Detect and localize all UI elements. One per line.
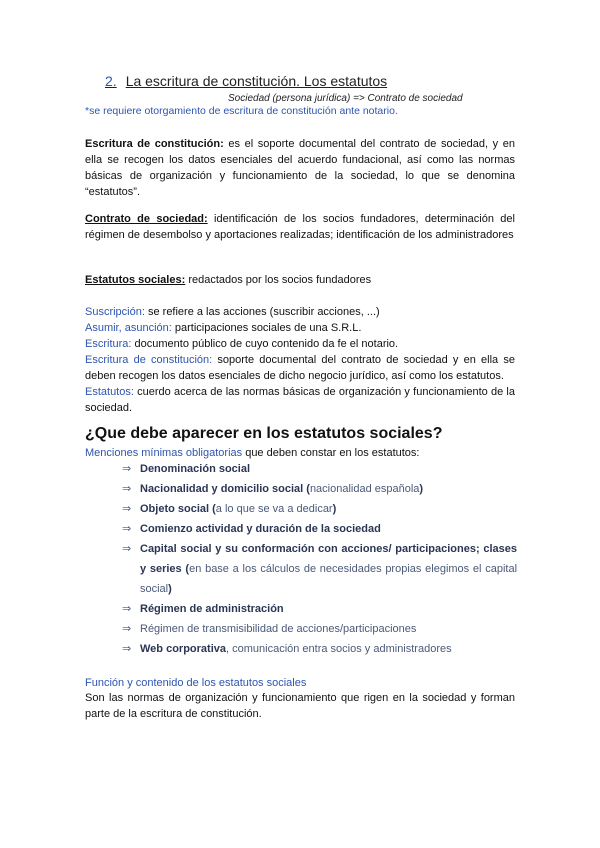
item-bold: Comienzo actividad y duración de la sociedad bbox=[140, 523, 381, 535]
contrato-label: Contrato de sociedad: bbox=[85, 213, 208, 225]
section-number: 2. bbox=[105, 73, 117, 89]
item-bold: Objeto social ( bbox=[140, 503, 216, 515]
notary-note: *se requiere otorgamiento de escritura de constitución ante notario. bbox=[85, 105, 398, 117]
item-note: nacionalidad española bbox=[309, 483, 420, 495]
menciones-text: que deben constar en los estatutos: bbox=[242, 447, 420, 459]
item-bold: Capital social y su conformación con acciones/ participaciones; clases y series ( bbox=[140, 543, 517, 575]
list-item bbox=[122, 459, 517, 479]
list-item bbox=[122, 539, 517, 599]
glossary-item bbox=[85, 320, 515, 336]
contrato-text: identificación de los socios fundadores, determinación del régimen de desembolso y aportaciones realizadas; identificación de los administradores bbox=[85, 213, 515, 241]
menciones-label: Menciones mínimas obligatorias bbox=[85, 447, 243, 459]
estatutos-paragraph bbox=[85, 272, 515, 288]
arrow-icon: ⇒ bbox=[122, 523, 132, 535]
arrow-icon: ⇒ bbox=[122, 543, 132, 555]
funcion-text: Son las normas de organización y funcionamiento que rigen en la sociedad y forman parte de la escritura de constitución. bbox=[85, 692, 515, 720]
item-note: a lo que se va a dedicar bbox=[215, 503, 333, 515]
glossary-term: Estatutos: bbox=[85, 386, 134, 398]
glossary-definition: soporte documental del contrato de sociedad y en ella se deben recogen los datos esenciales de dicho negocio jurídico, así como los estatutos. bbox=[85, 354, 516, 382]
glossary-definition: documento público de cuyo contenido da fe el notario. bbox=[131, 338, 399, 350]
glossary-term: Suscripción: bbox=[85, 306, 145, 318]
list-item bbox=[122, 519, 517, 539]
list-item bbox=[122, 479, 517, 499]
estatutos-text: redactados por los socios fundadores bbox=[185, 274, 372, 286]
estatutos-heading: ¿Que debe aparecer en los estatutos sociales? bbox=[85, 425, 443, 442]
funcion-title: Función y contenido de los estatutos sociales bbox=[85, 677, 307, 689]
item-note: Régimen de transmisibilidad de acciones/participaciones bbox=[140, 623, 417, 635]
contrato-paragraph bbox=[85, 211, 515, 243]
arrow-icon: ⇒ bbox=[122, 603, 132, 615]
escritura-label: Escritura de constitución: bbox=[85, 138, 224, 150]
list-item bbox=[122, 499, 517, 519]
escritura-text: es el soporte documental del contrato de sociedad, y en ella se recogen los datos esenciales del acuerdo fundacional, así como las normas básicas de organización y funcionamiento de la sociedad, lo que se denomina “estatutos”. bbox=[85, 138, 515, 198]
section-title bbox=[105, 73, 387, 89]
escritura-paragraph bbox=[85, 136, 515, 200]
glossary-definition: se refiere a las acciones (suscribir acciones, ...) bbox=[144, 306, 380, 318]
menciones-list bbox=[122, 459, 517, 659]
item-bold: Régimen de administración bbox=[140, 603, 284, 615]
item-note: en base a los cálculos de necesidades propias elegimos el capital social bbox=[140, 563, 518, 595]
list-item bbox=[122, 639, 517, 659]
arrow-icon: ⇒ bbox=[122, 643, 132, 655]
item-bold: Web corporativa bbox=[140, 643, 226, 655]
glossary-definition: cuerdo acerca de las normas básicas de organización y funcionamiento de la sociedad. bbox=[85, 386, 515, 414]
item-bold: Denominación social bbox=[140, 463, 251, 475]
item-bold: Nacionalidad y domicilio social ( bbox=[140, 483, 310, 495]
glossary-item bbox=[85, 304, 515, 320]
arrow-icon: ⇒ bbox=[122, 483, 132, 495]
glossary-definition: participaciones sociales de una S.R.L. bbox=[171, 322, 362, 334]
glossary-item bbox=[85, 352, 515, 384]
arrow-icon: ⇒ bbox=[122, 503, 132, 515]
glossary-term: Escritura de constitución: bbox=[85, 354, 213, 366]
glossary-term: Asumir, asunción: bbox=[85, 322, 172, 334]
section-title-text: La escritura de constitución. Los estatutos bbox=[125, 73, 388, 89]
arrow-icon: ⇒ bbox=[122, 623, 132, 635]
glossary bbox=[85, 304, 515, 416]
list-item bbox=[122, 599, 517, 619]
estatutos-label: Estatutos sociales: bbox=[85, 274, 186, 286]
item-note: , comunicación entra socios y administradores bbox=[226, 643, 452, 655]
list-item bbox=[122, 619, 517, 639]
glossary-item bbox=[85, 336, 515, 352]
glossary-term: Escritura: bbox=[85, 338, 132, 350]
item-close: ) bbox=[332, 503, 337, 515]
item-close: ) bbox=[168, 583, 172, 595]
subtitle: Sociedad (persona jurídica) => Contrato de sociedad bbox=[228, 93, 463, 104]
arrow-icon: ⇒ bbox=[122, 463, 132, 475]
glossary-item bbox=[85, 384, 515, 416]
item-close: ) bbox=[419, 483, 424, 495]
